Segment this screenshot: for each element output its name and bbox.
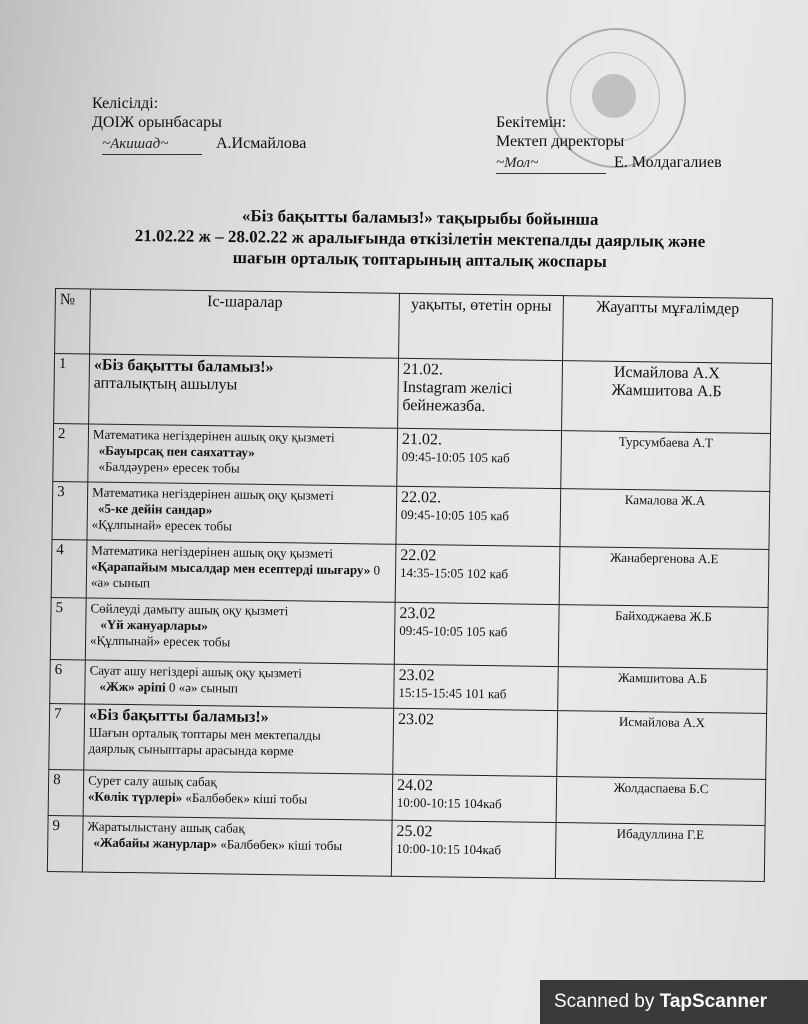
responsible-name: Ибадуллина Г.Е	[616, 825, 705, 843]
row-responsible	[562, 361, 772, 434]
table-row	[54, 354, 772, 434]
approval-left-name: А.Исмайлова	[216, 135, 307, 152]
title-line-3: шағын орталық топтарының апталық жоспары	[232, 248, 607, 271]
header-responsible: Жауапты мұғалімдер	[563, 296, 773, 364]
scanner-watermark	[540, 980, 808, 1024]
row-num: 5	[50, 597, 86, 659]
row-responsible	[560, 489, 770, 550]
row-num: 2	[53, 423, 89, 481]
time-place: Instagram желісі бейнежазба.	[402, 378, 513, 416]
activity-line-1: Математика негіздерінен ашық оқу қызметі	[92, 484, 334, 503]
time-place: 15:15-15:45 101 каб	[398, 684, 507, 702]
table-row	[49, 703, 767, 779]
row-responsible	[558, 605, 768, 670]
row-responsible	[561, 431, 771, 492]
time-place: 14:35-15:05 102 каб	[399, 564, 509, 582]
row-responsible	[556, 777, 766, 826]
header-num: №	[55, 289, 91, 354]
responsible-name: Исмайлова А.Х	[618, 713, 706, 731]
row-num: 6	[50, 659, 86, 703]
signature-left: ~Акишад~	[102, 135, 202, 155]
activity-line-1: Жаратылыстану ашық сабақ	[87, 818, 245, 836]
responsible-name: Байходжаева Ж.Б	[614, 607, 712, 625]
document-title	[90, 204, 751, 274]
table-row	[51, 539, 769, 607]
header-time-place: уақыты, өтетін орны	[399, 293, 564, 360]
row-num: 8	[48, 769, 84, 815]
row-activity	[89, 354, 399, 428]
activity-topic: «Бауырсақ пен саяхаттау»	[98, 442, 255, 460]
activity-line-2: Шағын орталық топтары мен мектепалды	[88, 724, 321, 743]
approval-left-position: ДОІЖ орынбасары	[92, 114, 222, 131]
activity-line-1: Сауат ашу негіздері ашық оқу қызметі	[89, 662, 303, 681]
time-date: 21.02.	[401, 430, 443, 449]
approval-left-label: Келісілді:	[92, 95, 159, 112]
time-place: 09:45-10:05 105 каб	[399, 622, 508, 640]
responsible-name: Жамшитова А.Б	[617, 669, 708, 687]
row-responsible	[559, 547, 769, 608]
activity-group: «Балбөбек» кіші тобы	[220, 836, 343, 854]
responsible-name: Турсумбаева А.Т	[618, 433, 714, 451]
activity-title: «Біз бақытты баламыз!»	[88, 706, 269, 727]
row-num: 1	[54, 354, 90, 424]
row-num: 7	[49, 703, 85, 769]
table-row	[50, 597, 768, 669]
row-num: 4	[51, 539, 87, 597]
activity-line-1: Математика негіздерінен ашық оқу қызметі	[91, 542, 334, 561]
responsible-name: Жанабергенова А.Е	[609, 549, 719, 567]
activity-title: «Біз бақытты баламыз!»	[93, 356, 274, 377]
row-time	[393, 708, 558, 776]
approval-right	[496, 113, 722, 174]
row-activity	[82, 816, 392, 876]
time-place: 09:45-10:05 105 каб	[400, 506, 510, 524]
title-line-2: 21.02.22 ж – 28.02.22 ж аралығында өткізілетін мектепалды даярлық және	[134, 226, 706, 251]
activity-line-1: Математика негіздерінен ашық оқу қызметі	[92, 426, 335, 445]
title-line-1: «Біз бақытты баламыз!» тақырыбы бойынша	[241, 206, 599, 229]
row-time	[397, 428, 562, 488]
time-date: 22.02	[400, 546, 437, 565]
time-date: 22.02.	[400, 488, 442, 507]
row-activity	[84, 704, 394, 774]
activity-topic: «Жабайы жанурлар»	[93, 834, 218, 852]
responsible-name: Исмайлова А.Х	[613, 363, 720, 383]
row-activity	[87, 482, 397, 544]
row-activity	[86, 540, 396, 602]
approval-left	[92, 94, 306, 155]
table-row	[53, 423, 771, 491]
row-time	[392, 774, 557, 822]
time-place: 10:00-10:15 104каб	[396, 794, 502, 812]
row-responsible	[555, 823, 765, 882]
responsible-name: Камалова Ж.А	[624, 491, 706, 509]
activity-group: «Құлпынай» ересек тобы	[91, 516, 233, 534]
row-time	[394, 602, 559, 666]
watermark-prefix: Scanned by	[554, 991, 655, 1012]
activity-line-3: даярлық сыныптары арасында көрме	[88, 740, 294, 759]
activity-topic: «Көлік түрлері»	[87, 788, 183, 805]
time-date: 21.02.	[402, 360, 444, 379]
approval-right-position: Мектеп директоры	[496, 133, 625, 150]
row-time	[394, 664, 559, 710]
table-row	[47, 815, 765, 881]
activity-group: 0 «ә» сынып	[168, 679, 238, 696]
responsible-name-2: Жамшитова А.Б	[611, 381, 722, 401]
row-activity	[85, 660, 395, 708]
time-date: 23.02	[398, 666, 435, 685]
time-date: 25.02	[396, 822, 433, 841]
row-num: 9	[47, 815, 83, 871]
approval-right-name: Е. Молдагалиев	[614, 154, 722, 171]
activity-topic: «Жж» әріпі	[99, 678, 166, 695]
time-place: 10:00-10:15 104каб	[396, 840, 502, 858]
table-row	[52, 481, 770, 549]
time-place: 09:45-10:05 105 каб	[401, 448, 510, 466]
activity-group: «Құлпынай» ересек тобы	[89, 632, 231, 650]
watermark-brand: TapScanner	[659, 991, 767, 1012]
activity-sub: апталықтың ашылуы	[93, 374, 238, 394]
header-activity: Іс-шаралар	[90, 289, 400, 358]
row-responsible	[558, 667, 768, 714]
row-activity	[88, 424, 398, 486]
activity-line-1: Сөйлеуді дамыту ашық оқу қызметі	[90, 600, 289, 619]
row-activity	[83, 770, 393, 820]
row-responsible	[557, 711, 767, 780]
row-time	[395, 544, 560, 604]
table-header-row	[55, 289, 773, 364]
activity-group: «Балбөбек» кіші тобы	[185, 789, 308, 807]
weekly-plan-table	[47, 288, 773, 882]
time-date: 23.02	[399, 604, 436, 623]
signature-right: ~Мол~	[496, 154, 606, 174]
row-activity	[85, 598, 395, 664]
activity-topic: «Үй жануарлары»	[100, 616, 208, 634]
activity-line-1: Сурет салу ашық сабақ	[88, 772, 217, 790]
row-time	[391, 820, 556, 878]
time-date: 23.02	[397, 710, 435, 729]
row-time	[398, 358, 563, 430]
time-date: 24.02	[396, 776, 434, 795]
activity-topic: «Қарапайым мысалдар мен есептерді шығару»	[91, 558, 371, 578]
activity-topic: «5-ке дейін сандар»	[97, 500, 213, 518]
responsible-name: Жолдаспаева Б.С	[613, 779, 709, 797]
approval-right-label: Бекітемін:	[496, 114, 567, 131]
row-num: 3	[52, 481, 88, 539]
activity-group: «Балдәурен» ересек тобы	[98, 458, 240, 476]
activity-group: 0 «а» сынып	[90, 562, 381, 591]
row-time	[396, 486, 561, 546]
